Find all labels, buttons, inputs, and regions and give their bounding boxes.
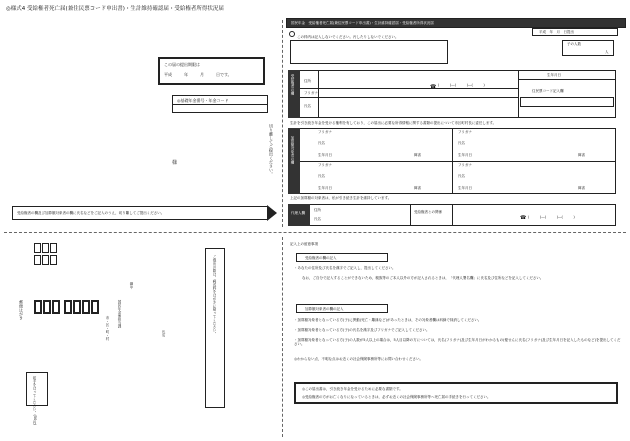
dep1-birth: 生年月日 (318, 153, 332, 157)
footer-note-1: ◎この届出書は，引き続き年金を受けるために必要な書類です。 (302, 387, 403, 391)
postcard-label: 郵便はがき (19, 300, 24, 320)
date-box (532, 28, 618, 36)
relation-label: 受給権者との関係 (414, 210, 442, 214)
children-count-unit: 人 (605, 50, 609, 54)
page-title: ◎様式4 受給権者死亡届(兼住民票コード申出書)・生計維持確認届・受給権者所得状況届 (6, 6, 224, 12)
name-label: 氏名 (304, 104, 311, 108)
agent-name-label: 氏名 (314, 217, 321, 221)
arrow-note-text: 受給権者の欄及び加算額対象者の欄に氏名などをご記入のうえ，切り離してご提出ください。 (17, 211, 165, 215)
cut-instruction-vertical: 切り離してご提出ください。 (269, 124, 274, 176)
recipient-section-label-bg (288, 70, 300, 118)
agent-phone-icon: ☎ (520, 215, 527, 221)
address-line-3: 御中 (130, 282, 134, 289)
form-header (286, 18, 626, 28)
agent-phone-format: ( )―( )―( ) (528, 215, 575, 219)
office-use-box (290, 35, 448, 64)
section1-item-1: ・あなたの住所及び氏名を漢字でご記入し，提出してください。 (294, 266, 396, 270)
stamp-box (26, 372, 48, 426)
dep4-furigana: フリガナ (458, 163, 472, 167)
birthdate-label: 生年月日 (547, 73, 561, 77)
section1-title: 受給権者の欄の記入 (305, 256, 337, 260)
pension-code-label: ◎基礎年金番号・年金コード (177, 98, 229, 103)
vertical-note: ご提出の際は，郵送料をはがきに貼ってください。 (213, 255, 217, 336)
resident-code-input[interactable] (520, 97, 614, 107)
phone-format: ( )―( )―( ) (438, 83, 485, 87)
notes-header: 記入上の留意事項 (290, 242, 318, 246)
vertical-note-box (205, 248, 225, 408)
deadline-value: 平成 年 月 日です。 (164, 72, 232, 77)
resident-code-label: 住民票コード記入欄 (532, 89, 564, 93)
dependents-section-label: 加算額対象者の欄 (291, 136, 295, 164)
birthdate-box (518, 70, 616, 80)
dep1-disability: 障害 (414, 153, 421, 157)
deadline-label: この届の提出期限は (164, 62, 200, 67)
dep1-name: 氏名 (318, 141, 325, 145)
deadline-box (158, 57, 265, 85)
recipient-section-label: 受給権者の欄 (291, 74, 295, 95)
dep2-name: 氏名 (458, 141, 465, 145)
section2-title: 加算額対象者の欄の記入 (305, 307, 344, 311)
dep1-furigana: フリガナ (318, 130, 332, 134)
cut-line-vertical (282, 20, 283, 227)
statement-text: 生計を引き続き年金を受ける権利を有しており，この届出に必要な所得情報に関する書類の提出について市区町村長に委任します。 (290, 121, 497, 125)
dep3-furigana: フリガナ (318, 163, 332, 167)
footer-note-2: ◎受給権者の方がお亡くなりになっているときは，必ずお近くの社会保険事務所等へ死亡届の手続きを行ってください。 (302, 395, 491, 399)
bottom-statement: 上記の加算額の対象者は，私が引き続き生計を維持しています。 (290, 196, 392, 200)
address-line-2: 国民年金係担当課 (118, 300, 122, 328)
form-header-title: 国民年金 受給権者死亡届(兼住民票コード申出書)・生計維持確認届・受給権者所得状況届 (291, 21, 434, 25)
dep2-disability: 障害 (578, 153, 585, 157)
section1-title-box (296, 253, 388, 262)
arrow-right-icon (267, 205, 277, 221)
date-label: 平成 年 月 日提出 (539, 30, 574, 34)
dep3-birth: 生年月日 (318, 186, 332, 190)
cut-line-horizontal (4, 232, 626, 233)
recipient-name-label: 氏名 (162, 330, 166, 337)
section2-item-3: ・加算額対象者となっている方(子)の人数が5人以上の場合は，5人目以降の方については，氏名(フリガナ)及び生年月日がわかるもの(便せんに氏名(フリガナ)及び生年月日を記入したものなど)を提出してください。 (294, 338, 621, 347)
dep4-birth: 生年月日 (458, 186, 472, 190)
arrow-note-box (12, 206, 268, 220)
dep4-disability: 障害 (578, 186, 585, 190)
dependents-section-label-bg (288, 128, 300, 194)
children-count-label: 子の人数 (567, 42, 581, 46)
dep3-disability: 障害 (414, 186, 421, 190)
stamp-label: 切手をはってください。(50円) (33, 376, 37, 426)
dep4-name: 氏名 (458, 174, 465, 178)
sama-label: 様 (172, 160, 178, 166)
footer-notes-box (294, 382, 618, 404)
agent-section-label: 代理人欄 (291, 211, 305, 215)
section1-item-2: なお，ご自分で記入することができないため，親族等のご本人以外の方が記入されるときは，「代理人署名欄」に氏名及び住所などを記入してください。 (302, 276, 544, 280)
dep2-birth: 生年月日 (458, 153, 472, 157)
section2-item-2: ・加算額対象者となっている方(子)の氏名を漢字及びフリガナでご記入してください。 (294, 328, 430, 332)
phone-icon: ☎ (430, 84, 437, 90)
cut-line-vertical-bottom (282, 237, 283, 437)
address-label: 住所 (304, 79, 311, 83)
children-count-box (562, 40, 614, 56)
furigana-label: フリガナ (304, 91, 318, 95)
dep2-furigana: フリガナ (458, 130, 472, 134)
dep3-name: 氏名 (318, 174, 325, 178)
agent-section-label-bg (288, 204, 310, 226)
section2-title-box (296, 304, 388, 313)
agent-address-label: 住所 (314, 208, 321, 212)
section2-item-1: ・加算額対象者となっている方(子)に異動(死亡・離縁など)があったときは，その対象者欄は斜線で抹消してください。 (294, 318, 482, 322)
office-use-note: この枠内は記入しないでください。汚したりしないでください。 (297, 35, 399, 39)
circle-mark-icon (289, 31, 295, 37)
address-line-1: 市・区・町・村 (106, 316, 110, 341)
section3-note: ◎わからない点，不明な点はお近くの社会保険事務所等にお問い合わせください。 (294, 357, 424, 361)
